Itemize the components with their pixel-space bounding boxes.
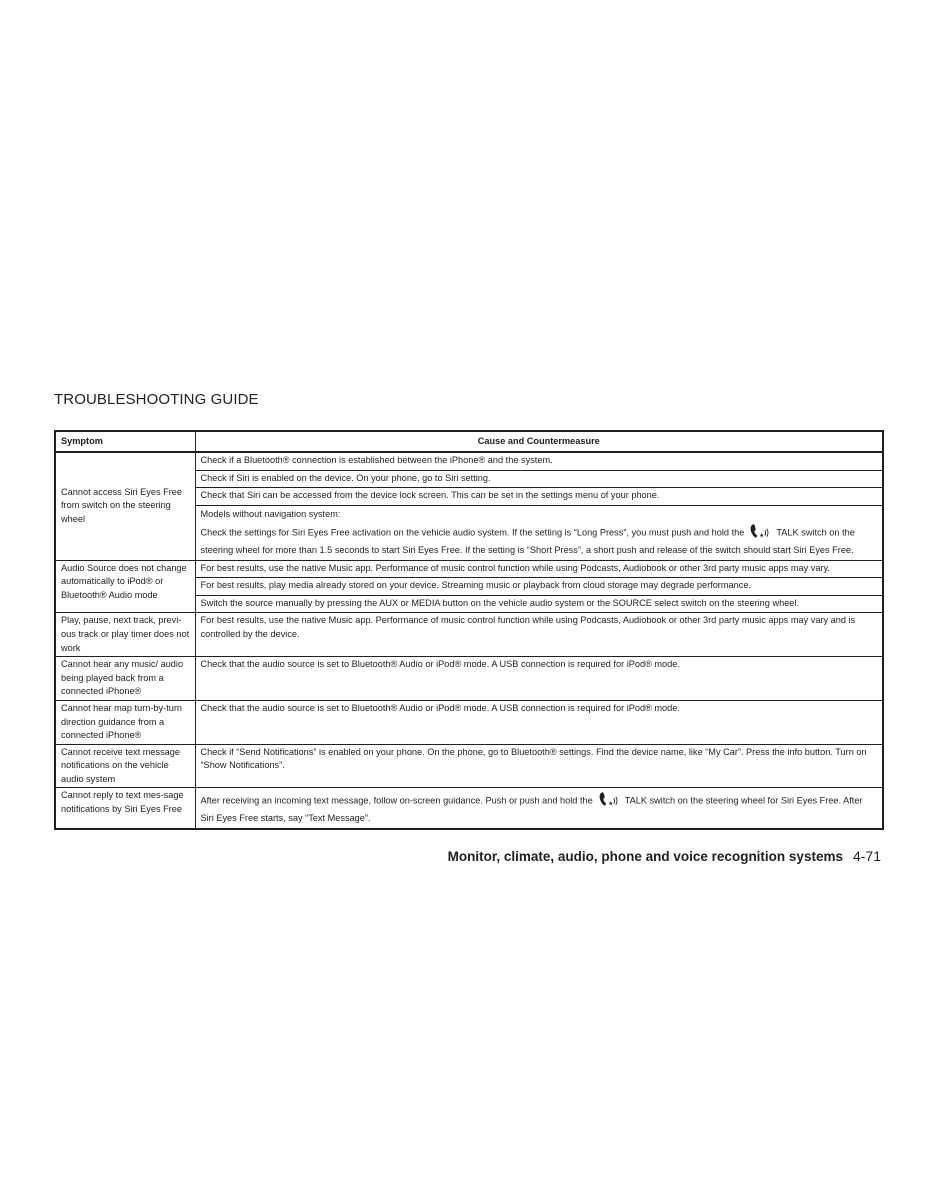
table-header-row (55, 431, 883, 452)
cause-text-before: Check the settings for Siri Eyes Free activation on the vehicle audio system. If the setting is “Long Press”, you must push and hold the (200, 528, 745, 539)
cause-cell: Check that Siri can be accessed from the device lock screen. This can be set in the settings menu of your phone. (195, 488, 883, 506)
symptom-cell: Play, pause, next track, previ-ous track or play timer does not work (55, 613, 195, 657)
cause-cell: For best results, play media already stored on your device. Streaming music or playback from cloud storage may degrade performance. (195, 578, 883, 596)
cause-cell: Check if “Send Notifications” is enabled on your phone. On the phone, go to Bluetooth® settings. Find the device name, like “My Car”. Press the info button. Turn on “Show Notifications”. (195, 744, 883, 788)
table-row (55, 560, 883, 578)
symptom-cell: Cannot access Siri Eyes Free from switch on the steering wheel (55, 452, 195, 560)
cause-header: Cause and Countermeasure (195, 431, 883, 452)
cause-cell: Switch the source manually by pressing the AUX or MEDIA button on the vehicle audio system or the SOURCE select switch on the steering wheel. (195, 595, 883, 613)
cause-cell: For best results, use the native Music app. Performance of music control function while using Podcasts, Audiobook or other 3rd party music apps may vary. (195, 560, 883, 578)
cause-cell: Check that the audio source is set to Bluetooth® Audio or iPod® mode. A USB connection is required for iPod® mode. (195, 700, 883, 744)
page-number: 4-71 (852, 848, 881, 864)
table-row (55, 788, 883, 829)
cause-subtitle: Models without navigation system: (200, 508, 341, 519)
table-row (55, 744, 883, 788)
cause-cell: Check if Siri is enabled on the device. On your phone, go to Siri setting. (195, 470, 883, 488)
symptom-cell: Cannot reply to text mes-sage notifications by Siri Eyes Free (55, 788, 195, 829)
talk-switch-icon (748, 523, 770, 544)
talk-switch-icon (597, 791, 619, 812)
page-footer (448, 848, 881, 864)
symptom-cell: Cannot hear any music/ audio being played back from a connected iPhone® (55, 657, 195, 701)
troubleshooting-table (54, 430, 884, 830)
cause-text-before: After receiving an incoming text message, follow on-screen guidance. Push or push and hold the (200, 796, 593, 807)
cause-text-after: TALK switch on the steering wheel for Siri Eyes Free. After Siri Eyes Free starts, say “Text Message”. (200, 796, 863, 824)
symptom-cell: Audio Source does not change automatically to iPod® or Bluetooth® Audio mode (55, 560, 195, 613)
cause-cell (195, 788, 883, 829)
symptom-cell: Cannot receive text message notifications on the vehicle audio system (55, 744, 195, 788)
table-row (55, 452, 883, 470)
cause-cell: Check if a Bluetooth® connection is established between the iPhone® and the system. (195, 452, 883, 470)
cause-text (201, 523, 878, 557)
symptom-header: Symptom (55, 431, 195, 452)
cause-cell: Check that the audio source is set to Bluetooth® Audio or iPod® mode. A USB connection is required for iPod® mode. (195, 657, 883, 701)
section-title: TROUBLESHOOTING GUIDE (54, 391, 259, 408)
table-row (55, 613, 883, 657)
table-row (55, 700, 883, 744)
cause-cell: For best results, use the native Music app. Performance of music control function while using Podcasts, Audiobook or other 3rd party music apps may vary and is controlled by the device. (195, 613, 883, 657)
cause-cell (195, 505, 883, 560)
table-row (55, 657, 883, 701)
cause-text-after: TALK switch on the steering wheel for more than 1.5 seconds to start Siri Eyes Free. If the setting is “Short Press”, a short push and release of the switch should start Siri Eyes Free. (200, 528, 855, 555)
symptom-cell: Cannot hear map turn-by-turn direction guidance from a connected iPhone® (55, 700, 195, 744)
chapter-title: Monitor, climate, audio, phone and voice recognition systems (447, 849, 843, 864)
